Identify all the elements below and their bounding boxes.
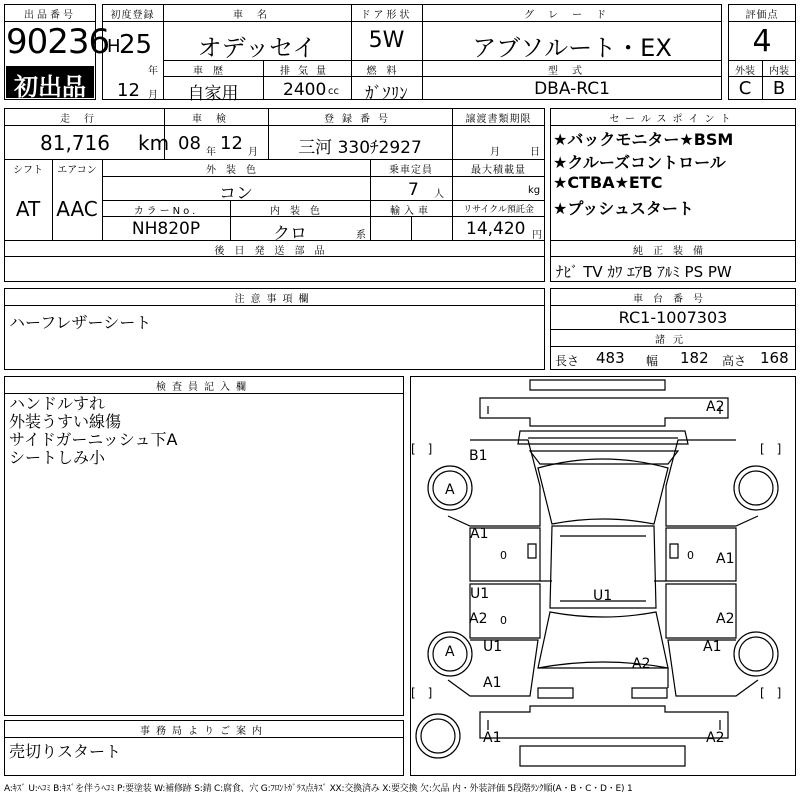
sales-label: セールスポイント — [609, 114, 737, 125]
height-label: 高さ — [722, 354, 747, 368]
plate-number: 三河 330ﾁ2927 — [298, 138, 422, 158]
notes-text: ハーフレザーシート — [9, 313, 152, 332]
int-color-label: 内装色 — [270, 206, 330, 217]
length-label: 長さ — [555, 354, 580, 368]
mileage-label: 走行 — [60, 114, 108, 125]
color-no-label: カラーNo. — [133, 206, 199, 217]
era: H — [107, 36, 121, 57]
damage-mark: A2 — [632, 656, 651, 672]
mileage-unit: km — [138, 131, 170, 155]
displacement-unit: cc — [328, 86, 339, 97]
damage-mark: 0 — [687, 549, 694, 562]
seats-label: 乗車定員 — [389, 165, 433, 176]
door-type: 5W — [368, 28, 405, 53]
displacement-label: 排気量 — [280, 66, 334, 77]
shift: AT — [15, 197, 41, 221]
plate-label: 登録番号 — [324, 114, 396, 125]
bracket-right: [ ] — [760, 686, 782, 700]
damage-mark: A1 — [470, 526, 489, 542]
exterior-grade: C — [738, 78, 752, 99]
history: 自家用 — [187, 84, 239, 104]
inspector-line: シートしみ小 — [9, 448, 106, 467]
damage-mark: A1 — [716, 551, 735, 567]
legend: A:ｷｽﾞ U:ﾍｺﾐ B:ｷｽﾞを伴うﾍｺﾐ P:要塗装 W:補修跡 S:錆 C:腐食、穴 G:ﾌﾛﾝﾄｶﾞﾗｽ点ｷｽﾞ XX:交換済み X:要交換 欠:欠品 内・外装評価 5段階ﾗﾝｸ順(A・B・C・D・E) 1 — [4, 784, 633, 794]
import-label: 輸入車 — [390, 206, 432, 217]
inspector-line: 外装うすい線傷 — [9, 412, 122, 431]
fuel: ｶﾞｿﾘﾝ — [365, 84, 408, 104]
inspector-line: ハンドルすれ — [9, 394, 106, 413]
recycle-amount: 14,420 — [466, 219, 526, 239]
load-label: 最大積載量 — [471, 165, 526, 176]
bracket-left: [ ] — [411, 686, 433, 700]
office-label: 事務局よりご案内 — [140, 726, 268, 737]
damage-mark: A1 — [703, 639, 722, 655]
equipment-items: ﾅﾋﾞ TV ｶﾜ ｴｱB ｱﾙﾐ PS PW — [556, 263, 732, 281]
damage-mark: A1 — [483, 730, 502, 746]
inspector-line: サイドガーニッシュ下A — [9, 430, 178, 449]
lot-number-label: 出品番号 — [24, 10, 76, 21]
transfer-month-unit: 月 — [490, 147, 500, 158]
transfer-day-unit: 日 — [530, 147, 540, 158]
notes-label: 注意事項欄 — [234, 294, 315, 305]
mileage: 81,716 — [40, 131, 110, 155]
damage-mark: A2 — [716, 611, 735, 627]
damage-mark: U1 — [593, 588, 613, 604]
lot-number: 90236 — [6, 22, 110, 62]
reg-month-unit: 月 — [148, 90, 158, 101]
score: 4 — [752, 24, 772, 59]
model-label: 型式 — [548, 66, 596, 77]
chassis-number: RC1-1007303 — [618, 308, 728, 327]
reg-month: 12 — [117, 80, 140, 101]
car-diagram — [410, 376, 796, 776]
model-code: DBA-RC1 — [534, 79, 610, 99]
interior-label: 内装 — [769, 66, 789, 77]
width: 182 — [680, 349, 709, 367]
aircon-label: エアコン — [57, 165, 97, 176]
damage-mark: U1 — [483, 639, 503, 655]
damage-mark: B1 — [469, 448, 488, 464]
recycle-label: リサイクル預託金 — [463, 205, 534, 215]
height: 168 — [760, 349, 789, 367]
load-unit: kg — [528, 185, 541, 196]
int-color: クロ — [273, 224, 307, 244]
history-label: 車歴 — [193, 66, 233, 77]
door-label: ドア形状 — [360, 10, 413, 21]
first-reg-label: 初度登録 — [110, 10, 155, 21]
transfer-label: 譲渡書類期限 — [465, 114, 532, 125]
width-label: 幅 — [646, 354, 659, 368]
fuel-label: 燃料 — [366, 66, 407, 77]
seats-unit: 人 — [434, 189, 444, 200]
damage-mark: A — [445, 644, 455, 660]
shift-label: シフト — [13, 165, 43, 176]
damage-mark: A2 — [706, 730, 725, 746]
damage-mark: U1 — [470, 586, 490, 602]
office-text: 売切りスタート — [9, 742, 122, 761]
first-listing-text: 初出品 — [14, 73, 86, 101]
sales-point: ★プッシュスタート — [553, 199, 694, 218]
grade-label: グレード — [524, 10, 620, 21]
damage-mark: A — [445, 482, 455, 498]
inspection-year: 08 — [178, 133, 201, 154]
exterior-label: 外装 — [735, 66, 755, 77]
reg-year-unit: 年 — [148, 66, 158, 77]
length: 483 — [596, 349, 625, 367]
grade: アブソルート・EX — [472, 34, 672, 62]
damage-mark: A1 — [483, 675, 502, 691]
inspector-label: 検査員記入欄 — [156, 382, 252, 393]
ext-color: コン — [219, 184, 253, 204]
displacement: 2400 — [283, 80, 327, 100]
car-name: オデッセイ — [197, 34, 317, 62]
color-no: NH820P — [131, 219, 201, 239]
recycle-unit: 円 — [532, 230, 542, 241]
inspection-month: 12 — [220, 133, 243, 154]
bracket-right: [ ] — [760, 442, 782, 456]
sales-point: ★CTBA★ETC — [553, 173, 663, 192]
ext-color-label: 外装色 — [206, 165, 266, 176]
equipment-label: 純正装備 — [633, 246, 713, 257]
score-label: 評価点 — [745, 10, 779, 21]
bracket-left: [ ] — [411, 442, 433, 456]
int-color-unit: 系 — [356, 230, 366, 241]
interior-grade: B — [772, 78, 786, 99]
damage-mark: 0 — [500, 614, 507, 627]
car-name-label: 車名 — [233, 10, 281, 21]
dims-label: 諸元 — [655, 335, 691, 346]
inspection-month-unit: 月 — [248, 147, 258, 158]
chassis-label: 車台番号 — [633, 294, 713, 305]
reg-year: 25 — [119, 30, 153, 60]
damage-mark: 0 — [500, 549, 507, 562]
aircon: AAC — [56, 197, 98, 221]
seats: 7 — [408, 180, 419, 200]
damage-mark: A2 — [469, 611, 488, 627]
sales-point: ★バックモニター★BSM — [553, 130, 734, 149]
inspection-year-unit: 年 — [206, 147, 216, 158]
inspection-label: 車検 — [192, 114, 240, 125]
sales-point: ★クルーズコントロール — [553, 153, 726, 172]
later-parts-label: 後日発送部品 — [214, 246, 335, 257]
damage-mark: A2 — [706, 399, 725, 415]
